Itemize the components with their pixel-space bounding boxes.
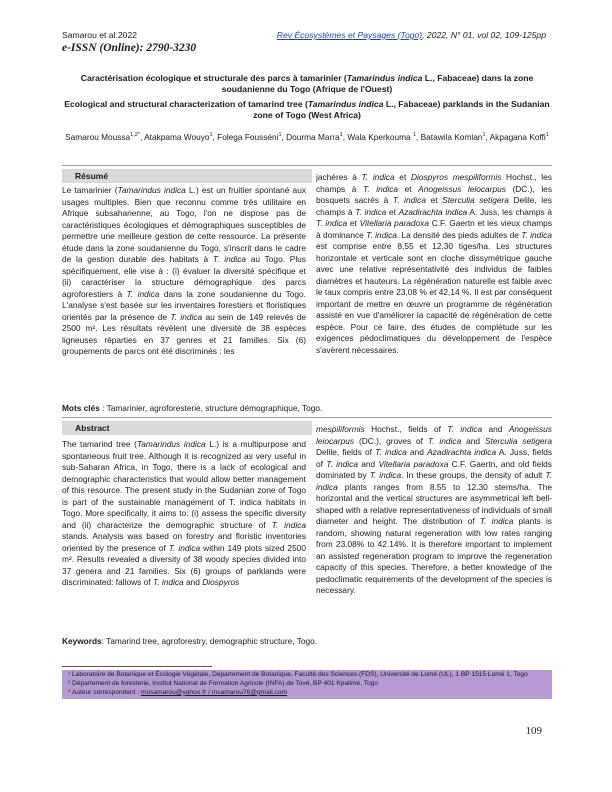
footnote-affiliation-2: ² Département de foresterie, Institut National de Formation Agricole (INFA) de Tové, BP 401 Kpalimé, Togo [68, 679, 379, 687]
title-english: Ecological and structural characterization of tamarind tree (Tamarindus indica L., Fabaceae) parklands in the Sudanian zone of Togo (West Africa) [64, 99, 550, 120]
title-french: Caractérisation écologique et structurale des parcs à tamarinier (Tamarindus indica L., Fabaceae) dans la zone soudanienne du Togo (Afrique de l'Ouest) [80, 73, 534, 94]
author-list: Samarou Moussa$^{1,2*}$, Atakpama Wouyo$^1$, Folega Fousséni$^1$, Dourma Marra$^1$, Wala Kperkouma $^1$, Batawila Komlan$^1$, Akpagana Koffi$^1$ [65, 131, 549, 142]
resume-title: Résumé [75, 171, 109, 181]
resume-keywords: Mots clés : Tamarinier, agroforesterie, structure démographique, Togo. [62, 403, 323, 413]
page-number: 109 [525, 725, 542, 737]
divider [62, 165, 552, 166]
abstract-title: Abstract [75, 423, 110, 433]
footnote-corresponding: * Auteur correspondant : mosamarou@yahoo.fr / msamarou76@gmail.com [68, 688, 288, 696]
running-header-authors: Samarou et al.2022 [62, 30, 138, 40]
email-link[interactable]: mosamarou@yahoo.fr / msamarou76@gmail.com [140, 688, 288, 696]
journal-citation: , 2022, N° 01, vol 02, 109-125pp [422, 30, 546, 40]
issn: e-ISSN (Online): 2790-3230 [62, 42, 197, 54]
footnote-separator [62, 666, 212, 667]
divider [62, 417, 552, 418]
footnote-affiliation-1: ¹ Laboratoire de Botanique et Écologie Végétale, Département de Botanique, Faculté des Sciences (FDS), Université de Lomé (UL), 1 BP 1515 Lomé 1, Togo [68, 671, 528, 678]
footnote-box [62, 670, 552, 699]
resume-left-column: Le tamarinier (Tamarindus indica L.) est un fruitier spontané aux usages multiples. Bien que reconnu comme très utilitaire en Afrique subsaharienne, au Togo, l'on ne dispose pas de caractéristiques écologiques et démographiques susceptibles de permettre une meilleure gestion de cette ressource. La présente étude dans la zone soudanienne du Togo, s'inscrit dans le cadre de la gestion durable des habitats à T. indica au Togo. Plus spécifiquement, elle vise à : (i) évaluer la diversité spécifique et (ii) caractériser la structure démographique des parcs agroforestiers à T. indica dans la zone soudanienne du Togo. L'analyse s'est basée sur les inventaires forestiers et floristiques orientés par la présence de T. indica au sein de 149 relevés de 2500 m². Les résultats révèlent une diversité de 38 espèces ligneuses réparties en 37 genres et 21 familles. Six (6) groupements de parcs ont été discriminés : les [62, 185, 307, 356]
running-header-journal [277, 30, 546, 40]
journal-link[interactable]: Rev Écosystèmes et Paysages (Togo) [276, 30, 423, 40]
resume-right-column: jachères à T. indica et Diospyros mespiliformis Hochst., les champs à T. indica et Anogeissus leiocarpus (DC.), les bosquets sacrés à T. indica et Sterculia setigera Delile, les champs à T. indica et Azadirachta indica A. Juss, les champs à T. indica et Vitellaria paradoxa C.F. Gaertn et les vieux champs à dominance T. indica. La densité des pieds adultes de T. indica est comprise entre 8,55 et 12,30 tiges/ha. Les structures horizontale et verticale sont en cloche dissymétrique gauche avec une relative représentativité des individus de faibles diamètres et hauteurs. La régénération naturelle est faible avec le taux compris entre 23,08 % et 42,14 %. Il est par conséquent important de mettre en œuvre un programme de régénération assisté en vue d'améliorer la capacité de régénération de cette espèce. Pour ce faire, des études de complétude sur les exigences pédoclimatiques du développement de l'espèce s'avèrent nécessaires. [316, 172, 552, 355]
abstract-left-column: The tamarind tree (Tamarindus indica L.) is a multipurpose and spontaneous fruit tree. Although it is recognized as very useful in sub-Saharan Africa, in Togo, there is a lack of ecological and demographic characteristics that would allow better management of this resource. The present study in the Sudanian zone of Togo is part of the sustainable management of T. indica habitats in Togo. More specifically, it aims to: (i) assess the specific diversity and (ii) characterize the demographic structure of T. indica stands. Analysis was based on forestry and floristic inventories oriented by the presence of T. indica within 149 plots sized 2500 m². Results revealed a diversity of 38 woody species divided into 37 genera and 21 families. Six (6) groups of parklands were discriminated: fallows of T. indica and Diospyros [62, 439, 306, 587]
abstract-right-column: mespiliformis Hochst., fields of T. indica and Anogeissus leiocarpus (DC.), groves of T. indica and Sterculia setigera Delile, fields of T. indica and Azadirachta indica A. Juss, fields of T. indica and Vitellaria paradoxa C.F. Gaertn, and old fields dominated by T. indica. In these groups, the density of adult T. indica plants ranges from 8.55 to 12.30 stems/ha. The horizontal and the vertical structures are asymmetrical left bell-shaped with a relative representativeness of individuals of small diameter and height. The distribution of T. indica plants is random, showing natural regeneration with low rates ranging from 23.08% to 42.14%. It is therefore important to implement an assisted regeneration program to improve the regeneration capacity of this species. Therefore, a better knowledge of the pedoclimatic requirements of the development of the species is necessary. [316, 424, 553, 595]
abstract-keywords: Keywords: Tamarind tree, agroforestry, demographic structure, Togo. [62, 636, 318, 646]
